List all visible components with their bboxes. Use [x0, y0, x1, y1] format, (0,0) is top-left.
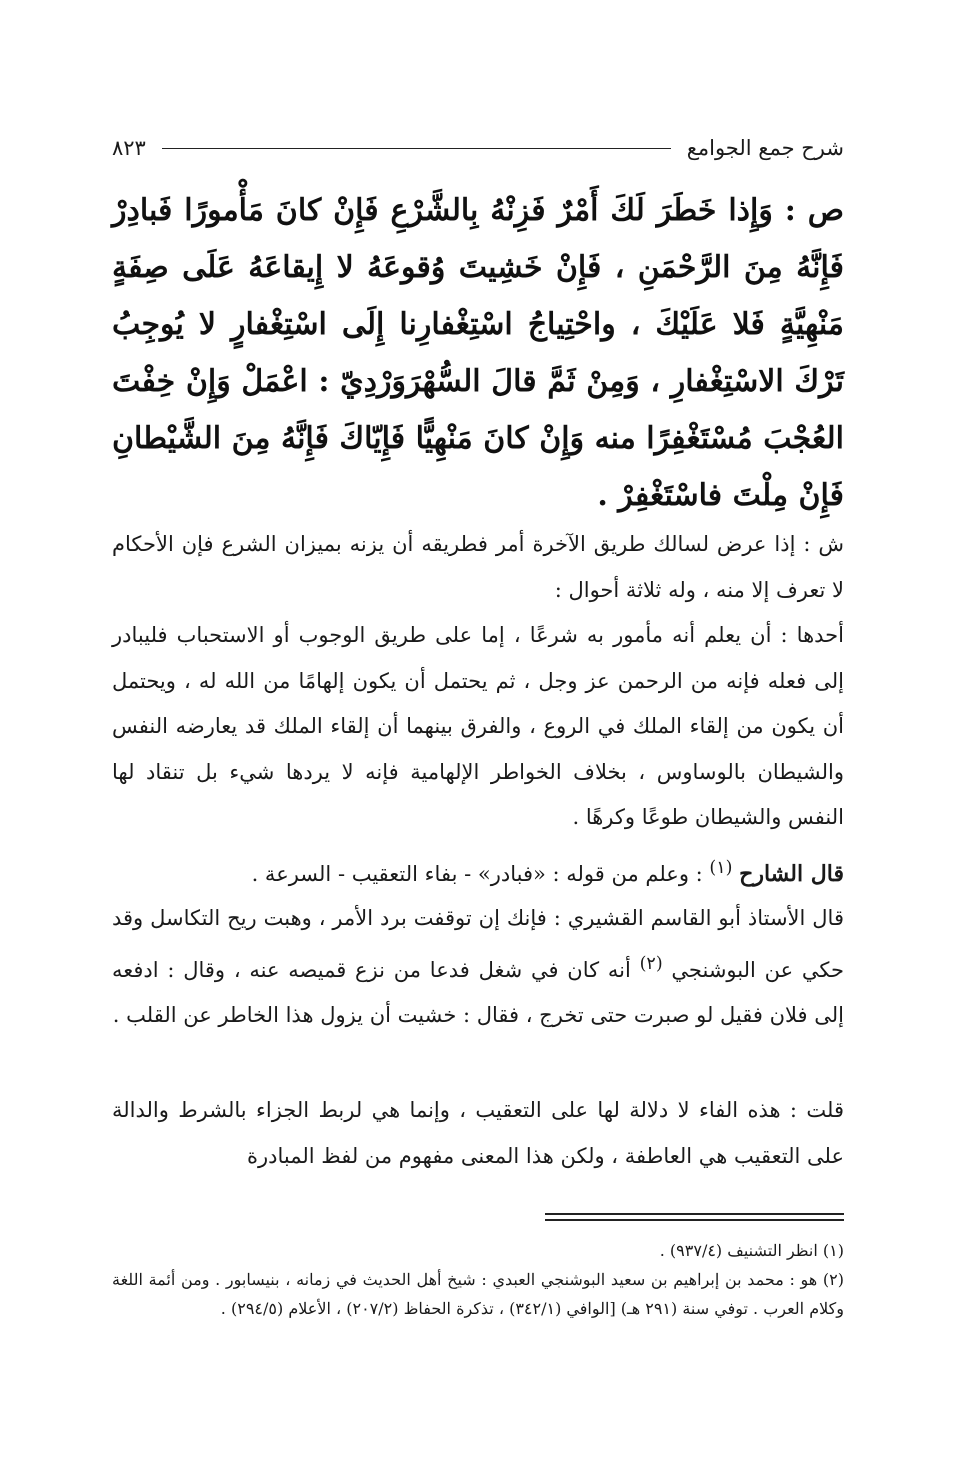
running-header: [112, 128, 844, 168]
matn-paragraph: ص : وَإِذا خَطَرَ لَكَ أَمْرٌ فَزِنْهُ بِالشَّرْعِ فَإِنْ كانَ مَأْمورًا فَبادِرْ فَإِنَّهُ مِنَ الرَّحْمَنِ ، فَإِنْ خَشِيتَ وُقوعَهُ لا إِيقاعَهُ عَلَى صِفَةٍ مَنْهِيَّةٍ فَلا عَلَيْكَ ، واحْتِياجُ اسْتِغْفارِنا إِلَى اسْتِغْفارٍ لا يُوجِبُ تَرْكَ الاسْتِغْفارِ ، وَمِنْ ثَمَّ قالَ السُّهْرَوَرْدِيّ : اعْمَلْ وَإِنْ خِفْتَ العُجْبَ مُسْتَغْفِرًا منه وَإِنْ كانَ مَنْهِيًّا فَإِيّاكَ فَإِنَّهُ مِنَ الشَّيْطانِ فَإِنْ مِلْتَ فاسْتَغْفِرْ .: [112, 193, 844, 513]
sharh-paragraph-1: ش : إذا عرض لسالك طريق الآخرة أمر فطريقه أن يزنه بميزان الشرع فإن الأحكام لا تعرف إلا منه ، وله ثلاثة أحوال :: [112, 532, 844, 602]
sharh-paragraph-3: [112, 846, 844, 898]
book-title: شرح جمع الجوامع: [686, 136, 844, 160]
shareh-rest: : وعلم من قوله : «فبادر» - بفاء التعقيب - السرعة .: [251, 862, 710, 886]
matn-text: [112, 182, 844, 524]
sharh-paragraph-2: أحدها : أن يعلم أنه مأمور به شرعًا ، إما على طريق الوجوب أو الاستحباب فليبادر إلى فعله فإنه من الرحمن عز وجل ، ثم يحتمل أن يكون إلهامًا من الله له ، ويحتمل أن يكون من إلقاء الملك في الروع ، والفرق بينهما أن إلقاء الملك قد يعارضه النفس والشيطان بالوساوس ، بخلاف الخواطر الإلهامية فإنه لا يردها شيء بل تنقاد لها النفس والشيطان طوعًا وكرهًا .: [112, 623, 844, 829]
footnote-2: (٢) هو : محمد بن إبراهيم بن سعيد البوشنجي العبدي : شيخ أهل الحديث في زمانه ، بنيسابور . ومن أئمة اللغة وكلام العرب . توفي سنة (٢٩١ هـ) [الوافي (٣٤٢/١) ، تذكرة الحفاظ (٢٠٧/٢) ، الأعلام (٢٩٤/٥) .: [112, 1270, 844, 1318]
footnote-ref-2: (٢): [639, 953, 663, 974]
footnote-rule-top: [545, 1213, 844, 1215]
footnotes: [112, 1236, 844, 1323]
sharh-paragraph-5: قلت : هذه الفاء لا دلالة لها على التعقيب ، وإنما هي لربط الجزاء بالشرط والدالة على التعقيب هي العاطفة ، ولكن هذا المعنى مفهوم من لفظ المبادرة: [112, 1098, 844, 1168]
page-number: ٨٢٣: [112, 136, 146, 160]
header-rule: [162, 148, 671, 149]
sharh-paragraph-4: قال الأستاذ أبو القاسم القشيري : فإنك إن توقفت برد الأمر ، وهبت ريح التكاسل وقد حكي عن البوشنجي $^{(٢)}$ أنه كان في شغل فدعا من نزع قميصه عنه ، وقال : ادفعه إلى فلان فقيل لو صبرت حتى تخرج ، فقال : خشيت أن يزول هذا الخاطر عن القلب .: [112, 906, 844, 1027]
footnote-ref-1: (١): [709, 858, 733, 878]
shareh-lead: قال الشارح: [739, 861, 844, 887]
footnote-1: (١) انظر التشنيف (٩٣٧/٤) .: [659, 1241, 844, 1260]
footnote-rule-bottom: [545, 1219, 844, 1221]
